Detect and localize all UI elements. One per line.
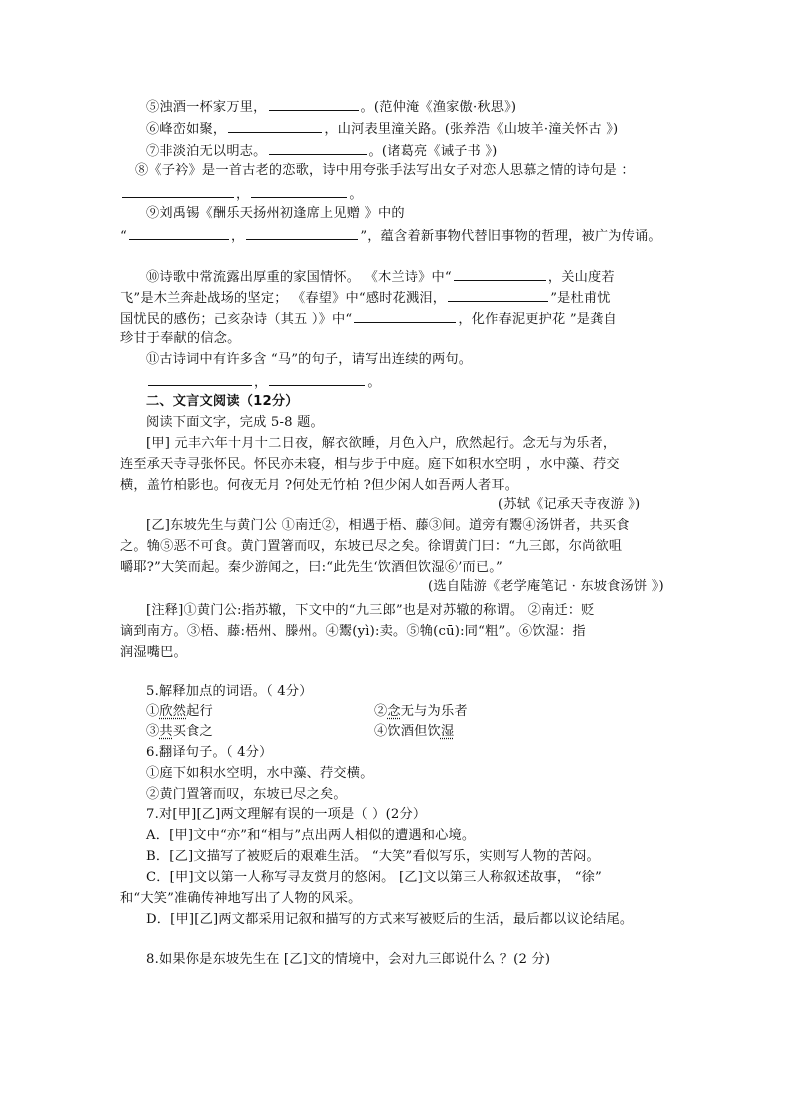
answer-blank[interactable] [129,226,229,240]
question-5-item [374,723,454,741]
item-marker: ① [146,704,160,719]
passage-jia-line: [甲] 元丰六年十月十二日夜，解衣欲睡，月色入户，欣然起行。念无与为乐者， [146,436,617,451]
poem-item-6 [146,119,618,139]
poem-10-text: ⑩诗歌中常流露出厚重的家国情怀。 《木兰诗》中“ [146,270,452,285]
dotted-word: 欣然 [159,704,187,719]
poem-9-text: ”，蕴含着新事物代替旧事物的哲理，被广为传诵。 [360,229,662,244]
answer-blank[interactable] [269,372,365,386]
item-text: ④饮酒但饮 [374,724,441,739]
question-6-item: ①庭下如积水空明，水中藻、荇交横。 [146,766,374,781]
answer-blank[interactable] [454,267,546,281]
question-5-stem: 5.解释加点的词语。（ 4分） [146,684,313,699]
answer-blank[interactable] [228,119,322,133]
poem-5-text: ⑤浊酒一杯家万里， [146,100,267,115]
passage-jia-source: (苏轼《记承天寺夜游 》) [498,497,641,512]
poem-6-source: ，山河表里潼关路。(张养浩《山坡羊·潼关怀古 》) [324,122,619,137]
answer-blank[interactable] [246,226,358,240]
poem-item-11-answer [146,372,381,392]
poem-item-11-prompt: ⑪古诗词中有许多含 “马”的句子，请写出连续的两句。 [146,352,473,367]
poem-item-10-line2 [120,288,611,308]
question-6-stem: 6.翻译句子。（ 4分） [146,745,273,760]
answer-blank[interactable] [354,309,456,323]
poem-item-8-prompt: ⑧《子衿》是一首古老的恋歌，诗中用夸张手法写出女子对恋人思慕之情的诗句是 ： [135,163,635,178]
annotation-line: 润湿嘴巴。 [120,645,187,660]
poem-7-text: ⑦非淡泊无以明志。 [146,144,267,159]
question-7-option-b: B．[乙]文描写了被贬后的艰难生活。 “大笑”看似写乐，实则写人物的苦闷。 [146,849,600,864]
item-text: 买食之 [172,724,213,739]
item-text: 起行 [186,704,213,719]
punct: ， [230,229,245,244]
poem-item-10-line1 [146,267,615,287]
poem-7-source: 。(诸葛亮《诫子书 》) [368,144,498,159]
poem-item-5 [146,97,516,117]
question-7-option-c: C．[甲]文以第一人称写寻友赏月的悠闲。 [乙]文以第三人称叙述故事， “徐” [146,870,602,885]
punct: ， [254,375,268,390]
answer-blank[interactable] [122,184,234,198]
question-7-stem: 7.对[甲][乙]两文理解有误的一项是（ ）(2分） [146,807,427,822]
passage-yi-source: (选自陆游《老学庵笔记 · 东坡食汤饼 》) [428,579,664,594]
annotation-line: 谪到南方。③梧、藤:梧州、滕州。④鬻(yì):卖。⑤觕(cū):同“粗”。⑥饮湿：指 [120,624,586,639]
poem-item-9-prompt: ⑨刘禹锡《酬乐天扬州初逢席上见赠 》中的 [146,206,405,221]
poem-10-text: ”是杜甫忧 [550,291,611,306]
section-intro: 阅读下面文字，完成 5-8 题。 [146,415,324,430]
answer-blank[interactable] [448,288,548,302]
question-7-option-d: D．[甲][乙]两文都采用记叙和描写的方式来写被贬后的生活，最后都以议论结尾。 [146,912,634,927]
answer-blank[interactable] [251,184,347,198]
annotation-line: [注释]①黄门公:指苏辙，下文中的“九三郎”也是对苏辙的称谓。 ②南迁：贬 [146,603,595,618]
poem-item-8-answer [120,184,363,204]
question-5-item [146,723,213,741]
poem-10-text: 飞”是木兰奔赴战场的坚定； 《春望》中“感时花溅泪， [120,291,447,306]
punct: ， [236,187,250,202]
poem-item-10-line3 [120,309,617,329]
punct: 。 [367,375,381,390]
poem-10-text: ，化作春泥更护花 ”是龚自 [458,312,617,327]
poem-item-7 [146,141,497,161]
passage-yi-line: 嚼耶?”大笑而起。秦少游闻之，曰:“此先生‘饮酒但饮湿⑥’而已。” [120,560,503,575]
punct: 。 [349,187,363,202]
poem-6-text: ⑥峰峦如聚， [146,122,227,137]
dotted-word: 湿 [440,724,455,739]
poem-5-source: 。(范仲淹《渔家傲·秋思》) [360,100,517,115]
question-8-stem: 8.如果你是东坡先生在 [乙]文的情境中，会对九三郎说什么 ？(2 分) [146,952,551,967]
dotted-word: 念 [387,704,401,719]
passage-yi-line: [乙]东坡先生与黄门公 ①南迁②，相遇于梧、藤③间。道旁有鬻④汤饼者，共买食 [146,518,630,533]
item-text: 无与为乐者 [400,704,468,719]
question-5-item [374,703,468,721]
poem-10-text: 国忧民的感伤；己亥杂诗（其五 ）》中“ [120,312,353,327]
answer-blank[interactable] [269,97,359,111]
passage-jia-line: 连至承天寺寻张怀民。怀民亦未寝，相与步于中庭。庭下如积水空明 ，水中藻、荇交 [120,457,620,472]
passage-jia-line: 横，盖竹柏影也。何夜无月 ?何处无竹柏 ?但少闲人如吾两人者耳。 [120,478,519,493]
poem-item-10-line4: 珍甘于奉献的信念。 [120,331,241,346]
item-marker: ② [374,704,388,719]
dotted-word: 共 [159,724,173,739]
question-5-item [146,703,213,721]
passage-yi-line: 之。觕⑤恶不可食。黄门置箸而叹，东坡已尽之矣。徐谓黄门曰：“九三郎，尔尚欲咀 [120,539,623,554]
answer-blank[interactable] [148,372,252,386]
poem-10-text: ，关山度若 [547,270,615,285]
section-title: 二、文言文阅读（12分） [146,394,299,409]
question-6-item: ②黄门置箸而叹，东坡已尽之矣。 [146,787,347,802]
question-7-option-c-cont: 和“大笑”准确传神地写出了人物的风采。 [120,891,362,906]
poem-item-9-answer [120,226,662,246]
item-marker: ③ [146,724,160,739]
answer-blank[interactable] [269,141,367,155]
punct: “ [120,229,127,244]
question-7-option-a: A．[甲]文中“亦”和“相与”点出两人相似的遭遇和心境。 [146,828,476,843]
